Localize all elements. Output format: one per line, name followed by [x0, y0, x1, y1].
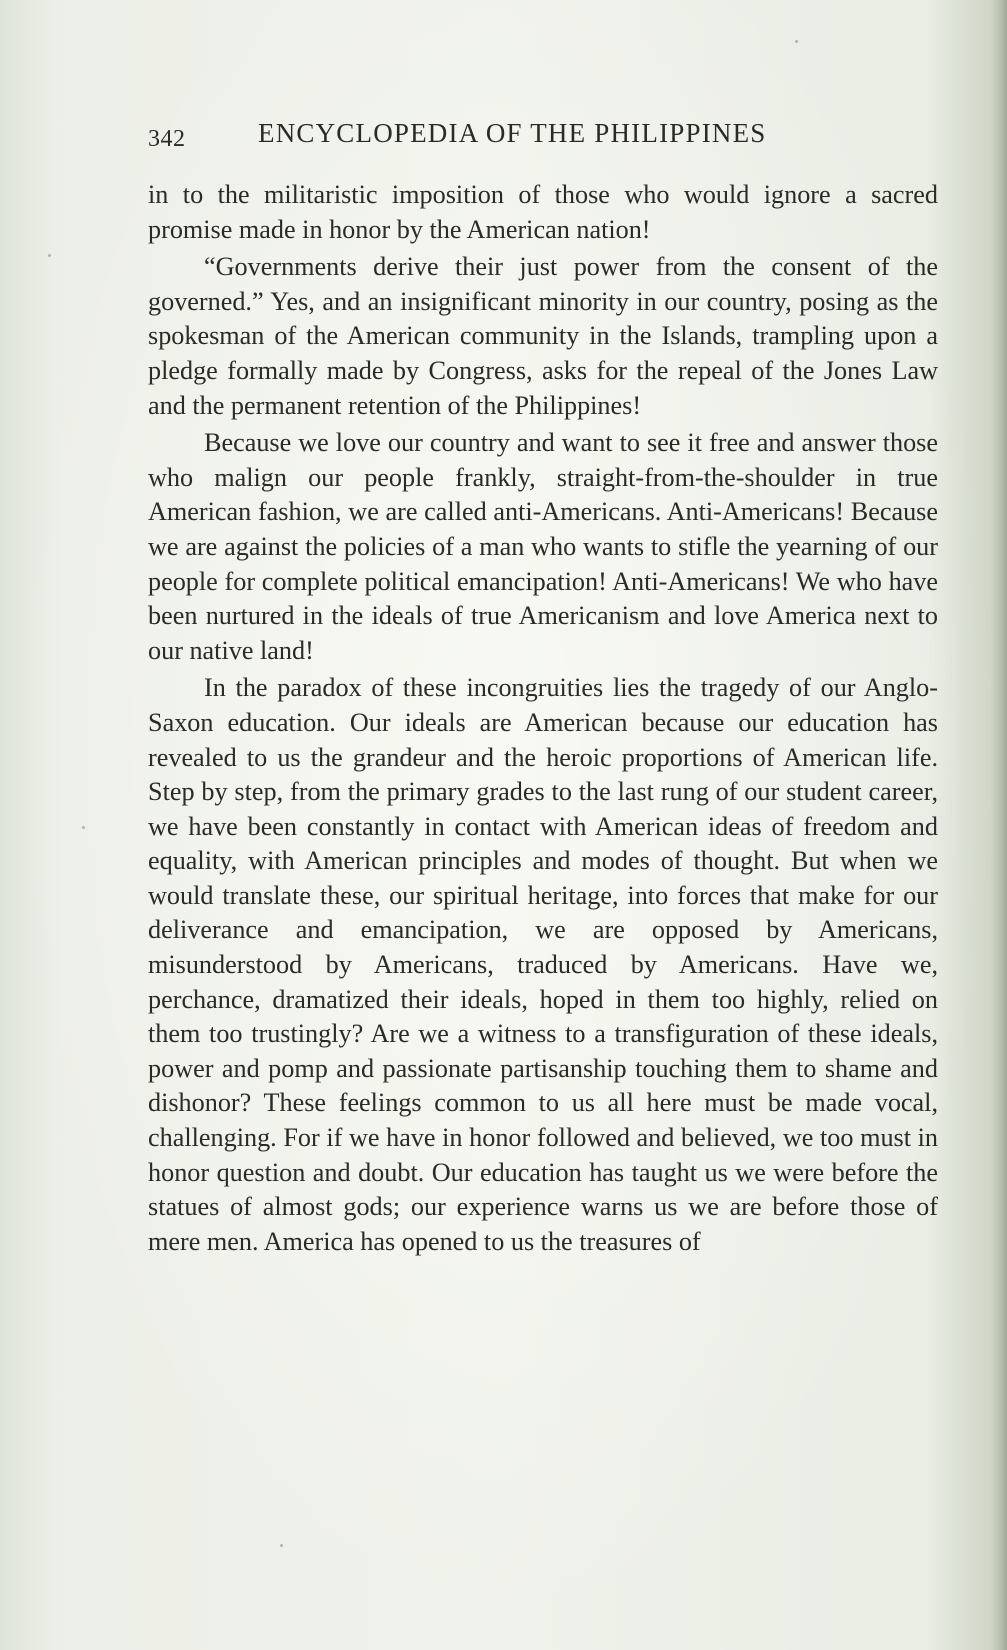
paper-speck	[795, 40, 798, 43]
paper-speck	[280, 1544, 283, 1547]
running-title: ENCYCLOPEDIA OF THE PHILIPPINES	[258, 118, 767, 148]
page-header	[148, 112, 828, 162]
paper-speck	[82, 826, 85, 829]
body-text	[148, 178, 938, 1262]
paragraph-3: Because we love our country and want to see it free and answer those who malign our people frankly, straight-from-the-shoulder in true American fashion, we are called anti-Americans. Anti-Americans! Because we are against the policies of a man who wants to stifle the yearning of our people for complete political emancipation! Anti-Americans! We who have been nurtured in the ideals of true Americanism and love America next to our native land!	[148, 428, 938, 665]
page-number: 342	[148, 126, 186, 152]
page-edge-shadow	[991, 0, 1007, 1650]
paragraph-1: in to the militaristic imposition of those who would ignore a sacred promise made in honor by the American nation!	[148, 180, 938, 244]
paper-speck	[48, 254, 51, 257]
paragraph-2: “Governments derive their just power from the consent of the governed.” Yes, and an insignificant minority in our country, posing as the spokesman of the American community in the Islands, trampling upon a pledge formally made by Congress, asks for the repeal of the Jones Law and the permanent retention of the Philippines!	[148, 252, 938, 420]
paragraph-4: In the paradox of these incongruities lies the tragedy of our Anglo-Saxon education. Our ideals are American because our education has revealed to us the grandeur and the heroic proportions of American life. Step by step, from the primary grades to the last rung of our student career, we have been constantly in contact with American ideas of freedom and equality, with American principles and modes of thought. But when we would translate these, our spiritual heritage, into forces that make for our deliverance and emancipation, we are opposed by Americans, misunderstood by Americans, traduced by Americans. Have we, perchance, dramatized their ideals, hoped in them too highly, relied on them too trustingly? Are we a witness to a transfiguration of these ideals, power and pomp and passionate partisanship touching them to shame and dishonor? These feelings common to us all here must be made vocal, challenging. For if we have in honor followed and believed, we too must in honor question and doubt. Our education has taught us we were before the statues of almost gods; our experience warns us we are before those of mere men. America has opened to us the treasures of	[148, 673, 938, 1256]
